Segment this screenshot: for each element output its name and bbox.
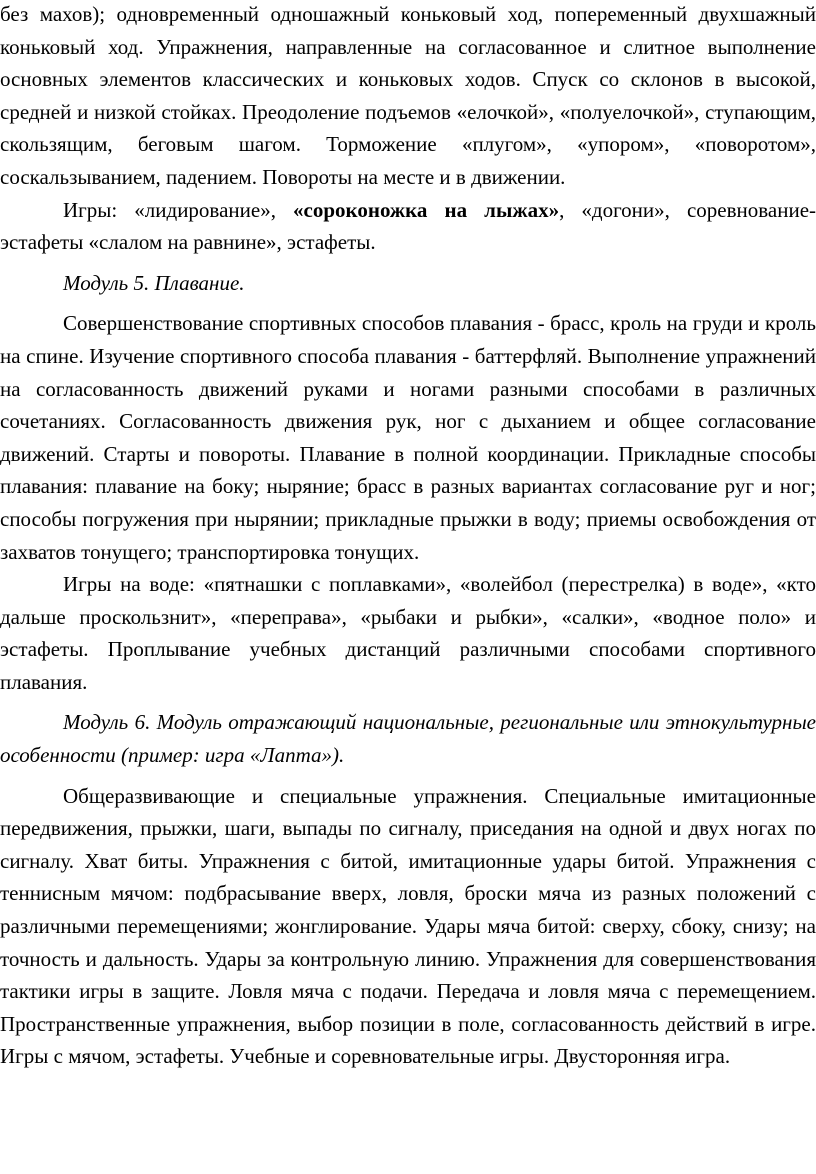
ski-games-bold-title: «сороконожка на лыжах»: [293, 197, 560, 222]
paragraph-water-games: Игры на воде: «пятнашки с поплавками», «волейбол (перестрелка) в воде», «кто дальше проскользнит», «переправа», «рыбаки и рыбки», «салки», «водное поло» и эстафеты. Проплывание учебных дистанций различными способами спортивного плавания.: [0, 572, 816, 694]
paragraph-lapta-exercises: Общеразвивающие и специальные упражнения. Специальные имитационные передвижения, прыжки, шаги, выпады по сигналу, приседания на одной и двух ногах по сигналу. Хват биты. Упражнения с битой, имитационные удары битой. Упражнения с теннисным мячом: подбрасывание вверх, ловля, броски мяча из разных положений с различными перемещениями; жонглирование. Удары мяча битой: сверху, сбоку, снизу; на точность и дальность. Удары за контрольную линию. Упражнения для совершенствования тактики игры в защите. Ловля мяча с подачи. Передача и ловля мяча с перемещением. Пространственные упражнения, выбор позиции в поле, согласованность действий в игре. Игры с мячом, эстафеты. Учебные и соревновательные игры. Двусторонняя игра.: [0, 783, 816, 1069]
ski-games-text-end: , «догони», соревнование-эстафеты «слалом на равнине», эстафеты.: [0, 197, 816, 255]
ski-games-text-start: Игры: «лидирование»,: [63, 197, 294, 222]
paragraph-ski-games: [0, 194, 816, 259]
paragraph-ski-technique: без махов); одновременный одношажный коньковый ход, попеременный двухшажный коньковый ход. Упражнения, направленные на согласованное и слитное выполнение основных элементов классических и коньковых ходов. Спуск со склонов в высокой, средней и низкой стойках. Преодоление подъемов «елочкой», «полуелочкой», ступающим, скользящим, беговым шагом. Торможение «плугом», «упором», «поворотом», соскальзыванием, падением. Повороты на месте и в движении.: [0, 2, 816, 189]
paragraph-swimming-technique: Совершенствование спортивных способов плавания - брасс, кроль на груди и кроль на спине. Изучение спортивного способа плавания - баттерфляй. Выполнение упражнений на согласованность движений руками и ногами разными способами в различных сочетаниях. Согласованность движения рук, ног с дыханием и общее согласование движений. Старты и повороты. Плавание в полной координации. Прикладные способы плавания: плавание на боку; ныряние; брасс в разных вариантах согласование руг и ног; способы погружения при нырянии; прикладные прыжки в воду; приемы освобождения от захватов тонущего; транспортировка тонущих.: [0, 311, 816, 564]
module-6-heading: Модуль 6. Модуль отражающий национальные, региональные или этнокультурные особенности (пример: игра «Лапта»).: [0, 710, 816, 768]
module-5-heading: Модуль 5. Плавание.: [63, 270, 245, 295]
